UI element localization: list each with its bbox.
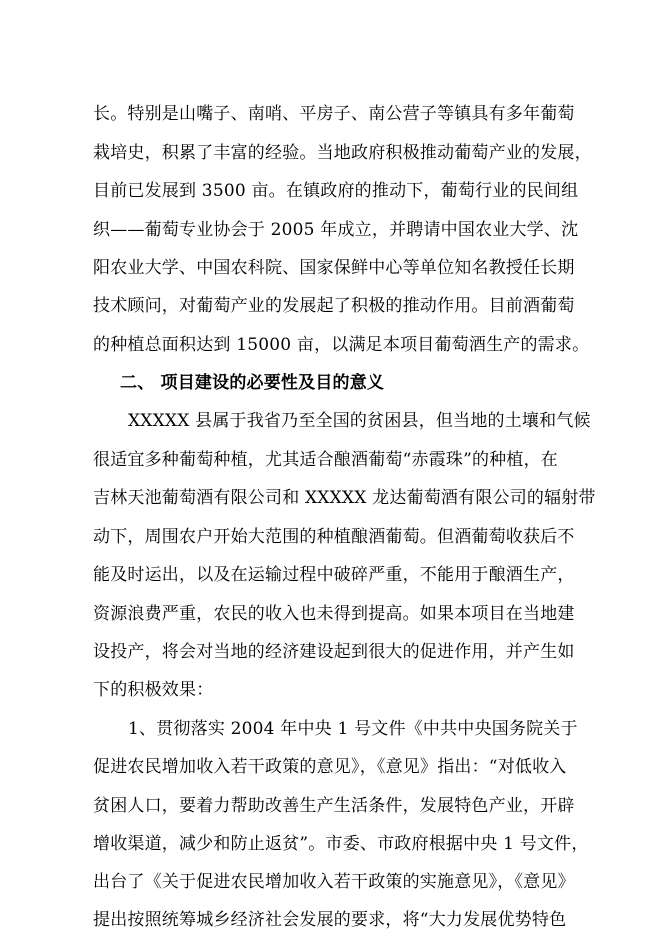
body-line-21: 出台了《关于促进农民增加收入若干政策的实施意见》，《意见》	[93, 872, 575, 892]
body-line-12: 动下，周围农户开始大范围的种植酿酒葡萄。但酒葡萄收获后不	[93, 527, 575, 547]
body-line-1: 长。特别是山嘴子、南哨、平房子、南公营子等镇具有多年葡萄	[93, 104, 575, 124]
body-line-19: 贫困人口，要着力帮助改善生产生活条件，发展特色产业，开辟	[93, 796, 575, 816]
body-line-10: 很适宜多种葡萄种植，尤其适合酿酒葡萄“赤霞珠”的种植，在	[93, 450, 558, 470]
body-line-6: 技术顾问，对葡萄产业的发展起了积极的推动作用。目前酒葡萄	[93, 296, 575, 316]
body-line-16: 下的积极效果：	[93, 680, 214, 700]
body-line-18: 促进农民增加收入若干政策的意见》，《意见》指出：“对低收入	[93, 757, 567, 777]
body-line-2: 栽培史，积累了丰富的经验。当地政府积极推动葡萄产业的发展，	[93, 143, 592, 163]
body-line-7: 的种植总面积达到 15000 亩，以满足本项目葡萄酒生产的需求。	[93, 335, 590, 355]
body-line-20: 增收渠道，减少和防止返贫”。市委、市政府根据中央 1 号文件，	[93, 834, 589, 854]
body-line-11: 吉林天池葡萄酒有限公司和 XXXXX 龙达葡萄酒有限公司的辐射带	[93, 488, 596, 508]
body-line-9: XXXXX 县属于我省乃至全国的贫困县，但当地的土壤和气候	[128, 411, 591, 431]
body-line-15: 设投产，将会对当地的经济建设起到很大的促进作用，并产生如	[93, 642, 575, 662]
body-line-17: 1、贯彻落实 2004 年中央 1 号文件《中共中央国务院关于	[128, 719, 578, 739]
body-line-13: 能及时运出，以及在运输过程中破碎严重，不能用于酿酒生产，	[93, 565, 575, 585]
body-line-3: 目前已发展到 3500 亩。在镇政府的推动下，葡萄行业的民间组	[93, 181, 579, 201]
body-line-14: 资源浪费严重，农民的收入也未得到提高。如果本项目在当地建	[93, 604, 575, 624]
section-heading: 二、 项目建设的必要性及目的意义	[120, 373, 385, 393]
body-line-4: 织——葡萄专业协会于 2005 年成立，并聘请中国农业大学、沈	[93, 220, 579, 240]
body-line-5: 阳农业大学、中国农科院、国家保鲜中心等单位知名教授任长期	[93, 258, 575, 278]
body-line-22: 提出按照统筹城乡经济社会发展的要求，将“大力发展优势特色	[93, 910, 567, 930]
